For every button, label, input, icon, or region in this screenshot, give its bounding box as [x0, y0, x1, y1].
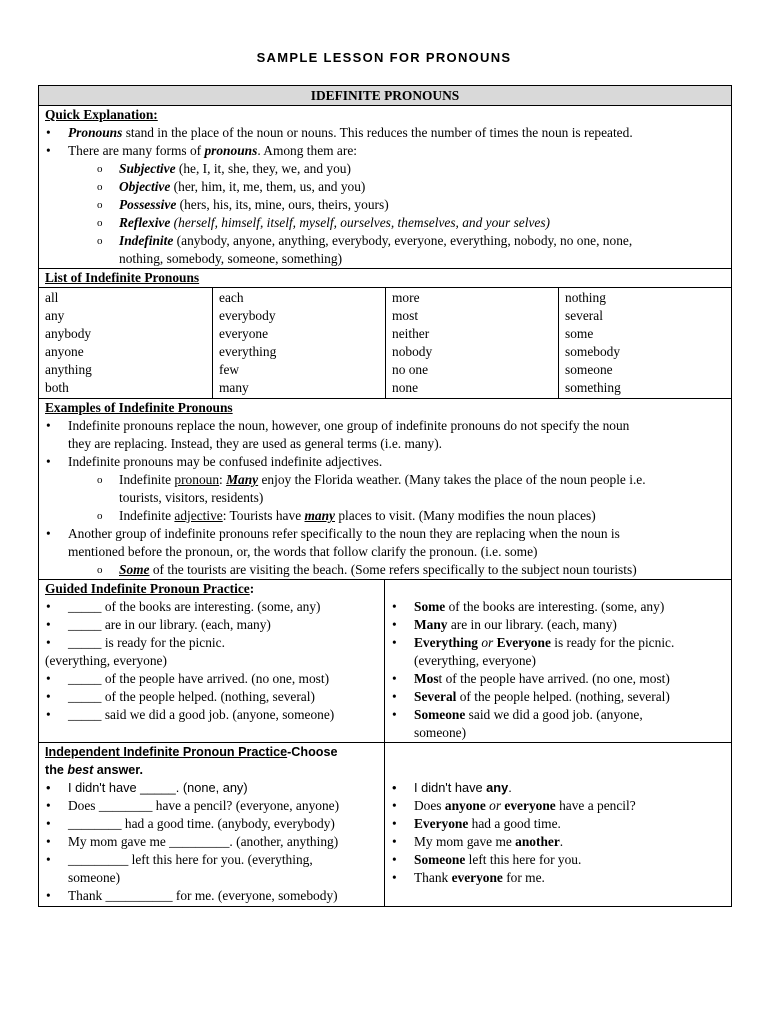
list-item: everyone: [219, 326, 269, 341]
list-item: nobody: [392, 344, 433, 359]
list-item: • Thank __________ for me. (everyone, somebody): [45, 887, 378, 905]
independent-heading: Independent Indefinite Pronoun Practice-Choose: [45, 745, 338, 759]
page-title: SAMPLE LESSON FOR PRONOUNS: [256, 50, 512, 65]
independent-heading-line2: the best answer.: [45, 763, 144, 777]
guided-heading: Guided Indefinite Pronoun Practice:: [45, 581, 255, 596]
guided-practice-section: [39, 579, 731, 742]
list-item: • Another group of indefinite pronouns refer specifically to the noun they are replacing when the noun is mentioned before the pronoun, or, the words that follow clarify the pronoun. (i.e. some): [45, 525, 725, 561]
list-item: • Someone said we did a good job. (anyone, someone): [391, 706, 725, 742]
lesson-table: [38, 85, 732, 907]
list-item: • _____ of the people have arrived. (no one, most): [45, 670, 378, 688]
list-item: some: [565, 326, 594, 341]
list-item: • _____ of the books are interesting. (some, any): [45, 598, 378, 616]
list-item-continuation: (everything, everyone): [45, 653, 167, 668]
sub-list-item: o Indefinite adjective: Tourists have many places to visit. (Many modifies the noun places): [45, 507, 725, 525]
examples-section: [39, 398, 731, 579]
sub-list-item: o Indefinite (anybody, anyone, anything, everybody, everyone, everything, nobody, no one, none, nothing, somebody, someone, something): [45, 232, 725, 268]
examples-heading: Examples of Indefinite Pronouns: [45, 400, 233, 415]
list-item: several: [565, 308, 603, 323]
list-item: anything: [45, 362, 92, 377]
list-item: • Does ________ have a pencil? (everyone, anyone): [45, 797, 378, 815]
list-item: • Several of the people helped. (nothing, several): [391, 688, 725, 706]
list-item: • Indefinite pronouns may be confused indefinite adjectives.: [45, 453, 725, 471]
list-item: • Some of the books are interesting. (some, any): [391, 598, 725, 616]
list-item: everything: [219, 344, 277, 359]
quick-explanation-section: [39, 105, 731, 268]
list-item: • My mom gave me _________. (another, anything): [45, 833, 378, 851]
list-item: nothing: [565, 290, 606, 305]
list-item: • ________ had a good time. (anybody, everybody): [45, 815, 378, 833]
sub-list-item: o Possessive (hers, his, its, mine, ours, theirs, yours): [45, 196, 725, 214]
guided-questions: [39, 580, 384, 742]
independent-questions: [39, 743, 384, 906]
list-item: each: [219, 290, 244, 305]
sub-list-item: o Reflexive (herself, himself, itself, myself, ourselves, themselves, and your selves): [45, 214, 725, 232]
list-item: • _____ are in our library. (each, many): [45, 616, 378, 634]
list-item: • _________ left this here for you. (everything, someone): [45, 851, 378, 887]
list-item: none: [392, 380, 419, 395]
list-item: • Many are in our library. (each, many): [391, 616, 725, 634]
list-item: something: [565, 380, 621, 395]
pronoun-column: [558, 288, 731, 398]
list-item: anybody: [45, 326, 92, 341]
sub-list-item: o Some of the tourists are visiting the beach. (Some refers specifically to the subject noun tourists): [45, 561, 725, 579]
list-item: • Indefinite pronouns replace the noun, however, one group of indefinite pronouns do not specify the noun they are replacing. Instead, they are used as general terms (i.e. many).: [45, 417, 725, 453]
table-header: IDEFINITE PRONOUNS: [39, 86, 731, 105]
pronoun-column: [39, 288, 212, 398]
sub-list-item: o Objective (her, him, it, me, them, us, and you): [45, 178, 725, 196]
list-item: both: [45, 380, 69, 395]
independent-answers: [384, 743, 731, 906]
list-item: everybody: [219, 308, 276, 323]
sub-list-item: o Subjective (he, I, it, she, they, we, and you): [45, 160, 725, 178]
independent-practice-section: [39, 742, 731, 906]
list-item: • _____ of the people helped. (nothing, several): [45, 688, 378, 706]
pronoun-list-grid: [39, 287, 731, 398]
list-item: • Pronouns stand in the place of the noun or nouns. This reduces the number of times the noun is repeated.: [45, 124, 725, 142]
list-item: • I didn't have _____. (none, any): [45, 779, 378, 797]
sub-list-item: o Indefinite pronoun: Many enjoy the Florida weather. (Many takes the place of the noun people i.e. tourists, visitors, residents): [45, 471, 725, 507]
list-item: • Most of the people have arrived. (no one, most): [391, 670, 725, 688]
guided-answers: [384, 580, 731, 742]
pronoun-column: [212, 288, 385, 398]
list-item: • Everyone had a good time.: [391, 815, 725, 833]
quick-explanation-heading: Quick Explanation:: [45, 107, 158, 122]
list-item: few: [219, 362, 240, 377]
list-item: • Everything or Everyone is ready for the picnic. (everything, everyone): [391, 634, 725, 670]
list-item: • _____ is ready for the picnic.: [45, 634, 378, 652]
list-item: • I didn't have any.: [391, 779, 725, 797]
list-item: • Thank everyone for me.: [391, 869, 725, 887]
list-item: no one: [392, 362, 429, 377]
list-item: • Does anyone or everyone have a pencil?: [391, 797, 725, 815]
list-item: someone: [565, 362, 613, 377]
list-item: • _____ said we did a good job. (anyone, someone): [45, 706, 378, 724]
list-item: many: [219, 380, 249, 395]
list-item: • Someone left this here for you.: [391, 851, 725, 869]
pronoun-column: [385, 288, 558, 398]
list-item: most: [392, 308, 419, 323]
list-item: • My mom gave me another.: [391, 833, 725, 851]
list-item: somebody: [565, 344, 621, 359]
list-item: • There are many forms of pronouns. Among them are:: [45, 142, 725, 160]
list-item: anyone: [45, 344, 84, 359]
list-item: neither: [392, 326, 430, 341]
list-heading: List of Indefinite Pronouns: [39, 268, 731, 287]
list-item: any: [45, 308, 65, 323]
list-item: more: [392, 290, 420, 305]
list-item: all: [45, 290, 59, 305]
